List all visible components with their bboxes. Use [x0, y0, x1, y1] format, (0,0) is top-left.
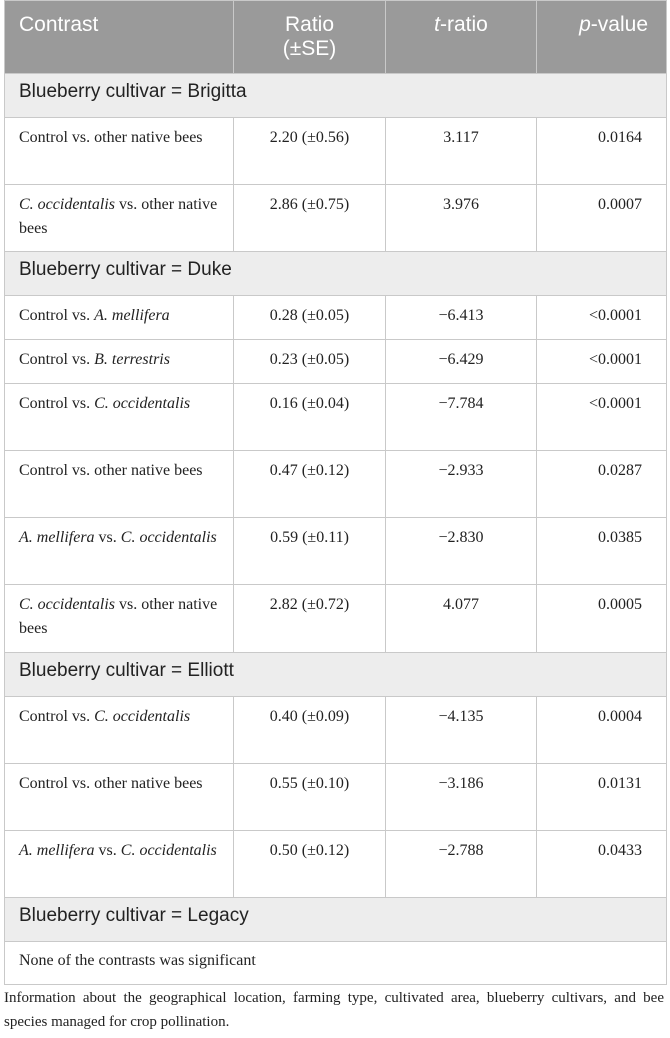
- note-row: [5, 942, 667, 985]
- species-name: C. occidentalis: [94, 708, 191, 725]
- ratio-cell: 0.59 (±0.11): [234, 518, 386, 585]
- header-ratio-se: (±SE): [282, 37, 337, 60]
- contrast-cell: [5, 340, 234, 384]
- contrast-text: Control vs. other native bees: [19, 129, 203, 146]
- contrast-cell: [5, 764, 234, 831]
- species-name: C. occidentalis: [19, 596, 115, 613]
- ratio-cell: 0.28 (±0.05): [234, 296, 386, 340]
- table-row: [5, 384, 667, 451]
- header-t-italic: t: [434, 13, 440, 36]
- contrast-text: Control vs.: [19, 395, 95, 412]
- table-row: [5, 118, 667, 185]
- contrast-cell: [5, 296, 234, 340]
- p-value-cell: 0.0007: [537, 185, 667, 252]
- p-value-cell: <0.0001: [537, 384, 667, 451]
- no-significant-note: None of the contrasts was significant: [5, 942, 667, 985]
- p-value-cell: <0.0001: [537, 296, 667, 340]
- t-ratio-cell: −2.933: [386, 451, 537, 518]
- species-name: A. mellifera: [94, 307, 170, 324]
- t-ratio-cell: −3.186: [386, 764, 537, 831]
- p-value-cell: 0.0385: [537, 518, 667, 585]
- species-name: A. mellifera: [19, 842, 95, 859]
- contrast-cell: [5, 118, 234, 185]
- contrast-text: Control vs.: [19, 307, 95, 324]
- cultivar-group-label: Blueberry cultivar = Elliott: [5, 653, 667, 697]
- cultivar-group-row: [5, 74, 667, 118]
- contrast-cell: [5, 451, 234, 518]
- table-row: [5, 585, 667, 653]
- cultivar-group-label: Blueberry cultivar = Duke: [5, 252, 667, 296]
- contrast-cell: [5, 185, 234, 252]
- header-p-value: [537, 1, 667, 74]
- p-value-cell: <0.0001: [537, 340, 667, 384]
- t-ratio-cell: −2.788: [386, 831, 537, 898]
- species-name: C. occidentalis: [120, 529, 217, 546]
- table-row: [5, 340, 667, 384]
- p-value-cell: 0.0004: [537, 697, 667, 764]
- table-row: [5, 764, 667, 831]
- header-p-rest: -value: [590, 13, 648, 36]
- header-t-ratio: [386, 1, 537, 74]
- table-caption: Information about the geographical location, farming type, cultivated area, blueberry cultivars, and bee species managed for crop pollination.: [4, 990, 664, 1030]
- table-row: [5, 185, 667, 252]
- contrast-cell: [5, 384, 234, 451]
- table-row: [5, 831, 667, 898]
- t-ratio-cell: 3.117: [386, 118, 537, 185]
- p-value-cell: 0.0164: [537, 118, 667, 185]
- cultivar-group-row: [5, 252, 667, 296]
- cultivar-group-label: Blueberry cultivar = Brigitta: [5, 74, 667, 118]
- contrast-cell: [5, 831, 234, 898]
- t-ratio-cell: −6.413: [386, 296, 537, 340]
- species-name: B. terrestris: [94, 351, 170, 368]
- ratio-cell: 0.47 (±0.12): [234, 451, 386, 518]
- contrast-cell: [5, 585, 234, 653]
- header-t-rest: -ratio: [439, 13, 488, 36]
- cultivar-group-label: Blueberry cultivar = Legacy: [5, 898, 667, 942]
- p-value-cell: 0.0005: [537, 585, 667, 653]
- t-ratio-cell: 3.976: [386, 185, 537, 252]
- contrast-text: Control vs.: [19, 708, 95, 725]
- ratio-cell: 0.23 (±0.05): [234, 340, 386, 384]
- species-name: C. occidentalis: [120, 842, 217, 859]
- header-contrast: Contrast: [5, 1, 234, 74]
- contrast-text: Control vs. other native bees: [19, 775, 203, 792]
- contrast-cell: [5, 697, 234, 764]
- header-ratio: [234, 1, 386, 74]
- table-body: [5, 74, 667, 985]
- ratio-cell: 0.50 (±0.12): [234, 831, 386, 898]
- t-ratio-cell: −6.429: [386, 340, 537, 384]
- p-value-cell: 0.0131: [537, 764, 667, 831]
- species-name: C. occidentalis: [94, 395, 191, 412]
- ratio-cell: 0.40 (±0.09): [234, 697, 386, 764]
- table-row: [5, 518, 667, 585]
- ratio-cell: 2.82 (±0.72): [234, 585, 386, 653]
- ratio-cell: 2.20 (±0.56): [234, 118, 386, 185]
- contrast-cell: [5, 518, 234, 585]
- table-row: [5, 451, 667, 518]
- ratio-cell: 0.55 (±0.10): [234, 764, 386, 831]
- table-header: [5, 1, 667, 74]
- contrast-text: vs. other native bees: [19, 196, 218, 237]
- table-row: [5, 697, 667, 764]
- contrast-text: vs. other native bees: [19, 596, 218, 637]
- ratio-cell: 0.16 (±0.04): [234, 384, 386, 451]
- species-name: A. mellifera: [19, 529, 95, 546]
- species-name: C. occidentalis: [19, 196, 115, 213]
- t-ratio-cell: −7.784: [386, 384, 537, 451]
- t-ratio-cell: −2.830: [386, 518, 537, 585]
- contrast-text: Control vs.: [19, 351, 95, 368]
- t-ratio-cell: 4.077: [386, 585, 537, 653]
- header-p-italic: p: [579, 13, 591, 36]
- p-value-cell: 0.0287: [537, 451, 667, 518]
- contrast-text: vs.: [94, 842, 121, 859]
- contrasts-table: [4, 0, 667, 985]
- header-ratio-label: Ratio: [284, 13, 335, 36]
- table-row: [5, 296, 667, 340]
- ratio-cell: 2.86 (±0.75): [234, 185, 386, 252]
- cultivar-group-row: [5, 898, 667, 942]
- t-ratio-cell: −4.135: [386, 697, 537, 764]
- cultivar-group-row: [5, 653, 667, 697]
- contrast-text: Control vs. other native bees: [19, 462, 203, 479]
- p-value-cell: 0.0433: [537, 831, 667, 898]
- contrast-text: vs.: [94, 529, 121, 546]
